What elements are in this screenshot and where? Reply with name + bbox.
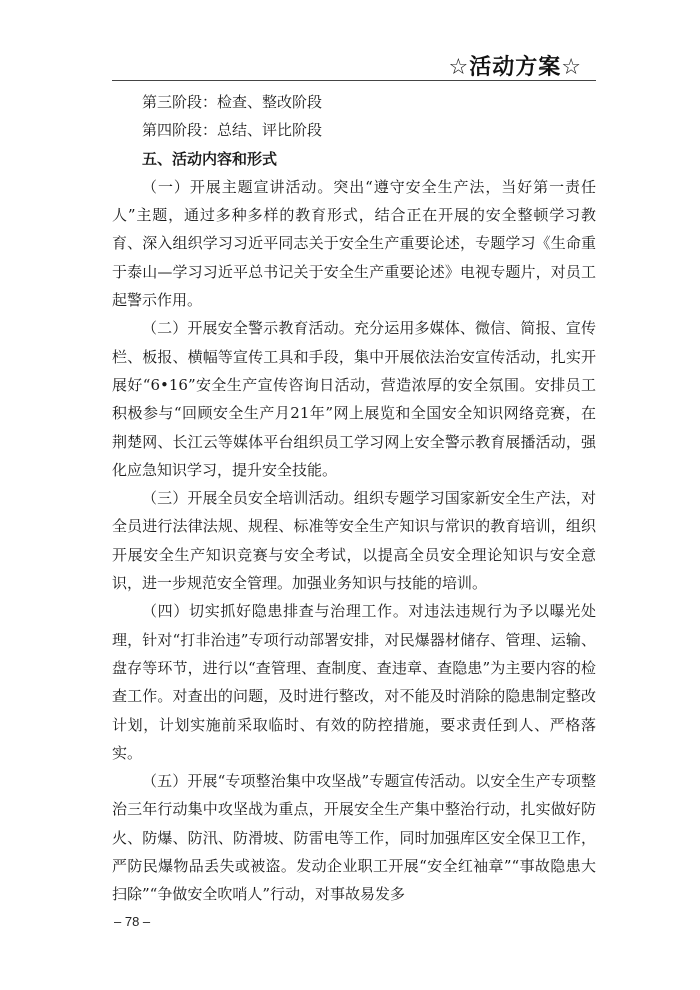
paragraph-1: （一）开展主题宣讲活动。突出“遵守安全生产法，当好第一责任人”主题，通过多种多样的教育形式，结合正在开展的安全整顿学习教育、深入组织学习习近平同志关于安全生产重要论述，专题学习《生命重于泰山—学习习近平总书记关于安全生产重要论述》电视专题片，对员工起警示作用。 <box>112 177 596 310</box>
header-divider <box>112 80 596 81</box>
page-number: – 78 – <box>114 914 151 929</box>
stage-3-line: 第三阶段：检查、整改阶段 <box>142 93 323 111</box>
stage-4-line: 第四阶段：总结、评比阶段 <box>142 121 323 140</box>
page-header-title: ☆活动方案☆ <box>448 55 582 80</box>
paragraph-3: （三）开展全员安全培训活动。组织专题学习国家新安全生产法，对全员进行法律法规、规程、标准等安全生产知识与常识的教育培训，组织开展安全生产知识竞赛与安全考试，以提高全员安全理论知识与安全意识，进一步规范安全管理。加强业务知识与技能的培训。 <box>112 489 596 593</box>
paragraph-4: （四）切实抓好隐患排查与治理工作。对违法违规行为予以曝光处理，针对“打非治违”专项行动部署安排，对民爆器材储存、管理、运输、盘存等环节，进行以“查管理、查制度、查违章、查隐患”为主要内容的检查工作。对查出的问题，及时进行整改，对不能及时消除的隐患制定整改计划，计划实施前采取临时、有效的防控措施，要求责任到人、严格落实。 <box>112 602 596 762</box>
paragraph-2: （二）开展安全警示教育活动。充分运用多媒体、微信、简报、宣传栏、板报、横幅等宣传工具和手段，集中开展依法治安宣传活动，扎实开展好“6•16”安全生产宣传咨询日活动，营造浓厚的安全氛围。安排员工积极参与“回顾安全生产月21年”网上展览和全国安全知识网络竞赛，在荆楚网、长江云等媒体平台组织员工学习网上安全警示教育展播活动，强化应急知识学习，提升安全技能。 <box>112 319 596 479</box>
paragraph-5: （五）开展“专项整治集中攻坚战”专题宣传活动。以安全生产专项整治三年行动集中攻坚战为重点，开展安全生产集中整治行动，扎实做好防火、防爆、防汛、防滑坡、防雷电等工作，同时加强库区安全保卫工作，严防民爆物品丢失或被盗。发动企业职工开展“安全红袖章”“事故隐患大扫除”“争做安全吹哨人”行动，对事故易发多 <box>112 772 596 904</box>
section-heading: 五、活动内容和形式 <box>142 149 278 168</box>
document-body <box>112 88 596 909</box>
